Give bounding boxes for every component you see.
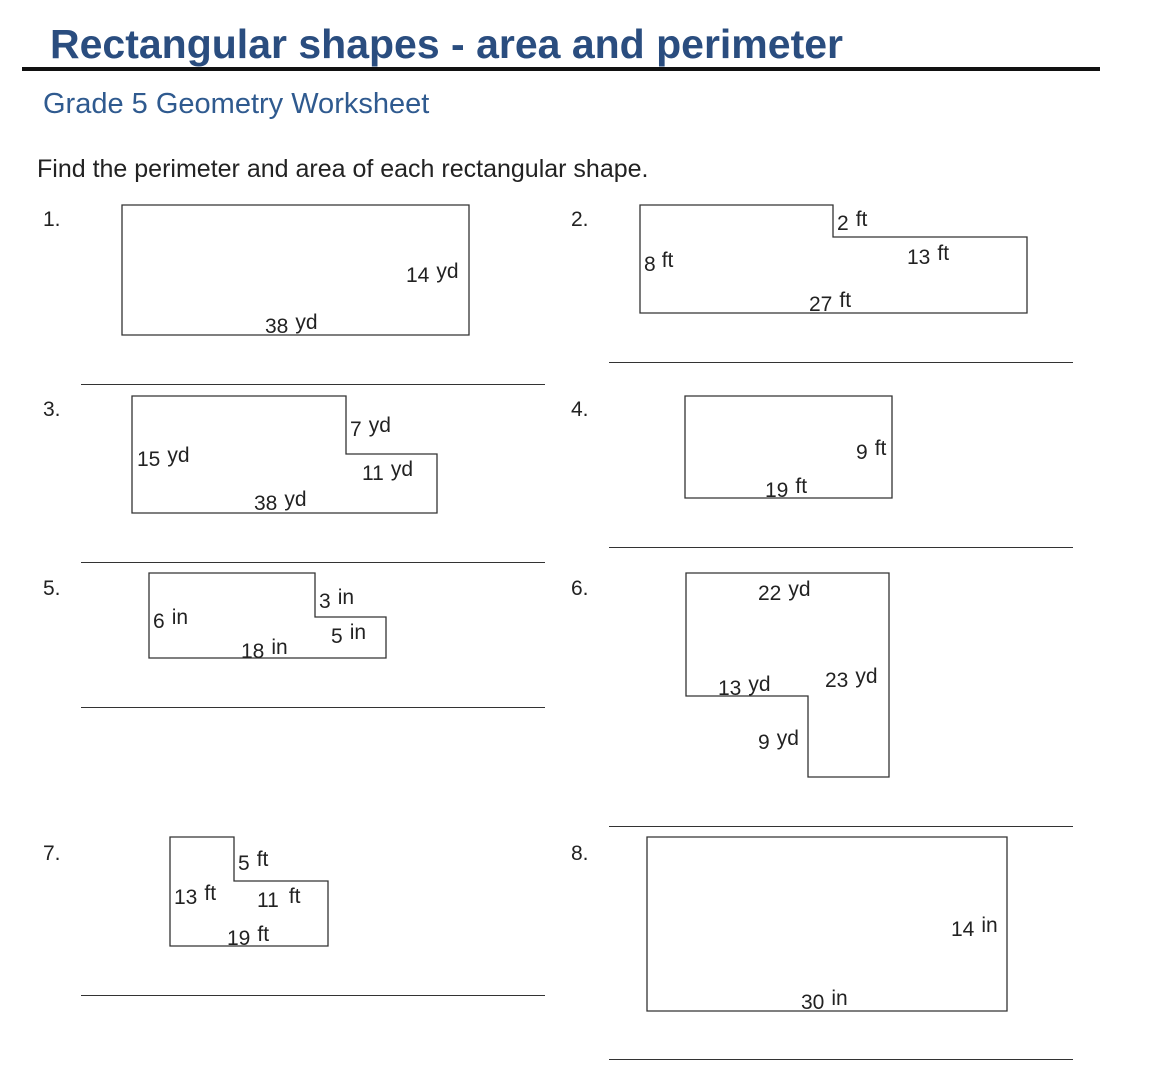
problem-6-label-right: 23 yd [825, 665, 878, 692]
problem-8-number: 8. [571, 842, 589, 865]
problem-3-label-step: 7 yd [350, 414, 391, 441]
problem-4-label-height: 9 ft [856, 437, 887, 464]
problem-7-label-right: 11 ft [257, 885, 301, 912]
problem-5-label-bottom: 18 in [241, 636, 288, 663]
problem-2-label-step: 2 ft [837, 208, 868, 235]
problem-8-label-height: 14 in [951, 914, 998, 941]
problem-1-number: 1. [43, 208, 61, 231]
problem-5-label-step: 3 in [319, 586, 355, 613]
problem-3-number: 3. [43, 398, 61, 421]
problem-1-label-height: 14 yd [406, 260, 459, 287]
problem-7-label-step: 5 ft [238, 848, 269, 875]
problem-2-label-bottom: 27 ft [809, 289, 852, 316]
problem-5-label-right: 5 in [331, 621, 367, 648]
problem-3-label-bottom: 38 yd [254, 488, 307, 515]
problem-2-label-right: 13 ft [907, 242, 950, 269]
problem-2-number: 2. [571, 208, 589, 231]
instructions: Find the perimeter and area of each rectangular shape. [37, 155, 649, 183]
problem-6-number: 6. [571, 577, 589, 600]
problem-8-label-width: 30 in [801, 987, 848, 1014]
problem-5-number: 5. [43, 577, 61, 600]
answer-line-8[interactable] [609, 1059, 1073, 1060]
problem-3-label-right: 11 yd [362, 458, 413, 485]
problem-6-label-bottom: 9 yd [758, 727, 799, 754]
problem-6-label-notch-width: 13 yd [718, 673, 771, 700]
problem-2-label-left: 8 ft [644, 249, 674, 276]
problem-4-label-width: 19 ft [765, 475, 808, 502]
page-subtitle: Grade 5 Geometry Worksheet [43, 88, 430, 120]
problem-7-number: 7. [43, 842, 61, 865]
problem-7-label-bottom: 19 ft [227, 923, 270, 950]
problem-5-label-left: 6 in [153, 606, 189, 633]
problem-7-label-left: 13 ft [174, 882, 217, 909]
problem-6-label-top: 22 yd [758, 578, 811, 605]
problem-3-label-left: 15 yd [137, 444, 190, 471]
page-title: Rectangular shapes - area and perimeter [50, 21, 843, 67]
problem-1-label-width: 38 yd [265, 311, 318, 338]
problem-4-number: 4. [571, 398, 589, 421]
